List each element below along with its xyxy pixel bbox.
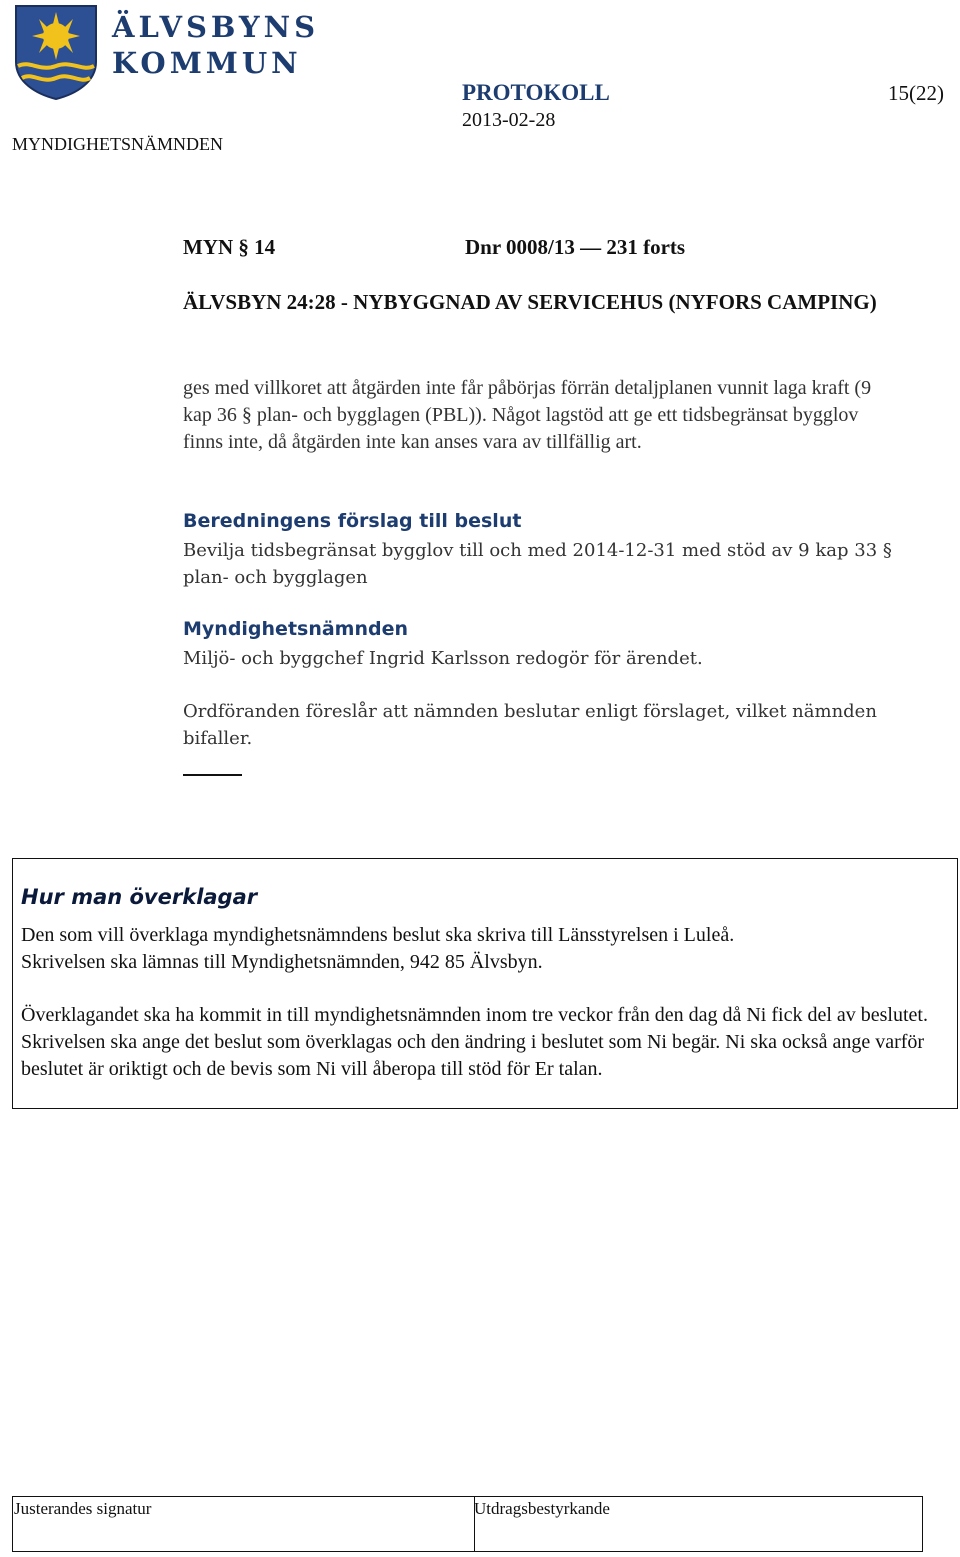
diary-number: Dnr 0008/13 — 231 forts [465, 235, 686, 259]
proposal-heading: Beredningens förslag till beslut [183, 510, 522, 532]
proposal-text: Bevilja tidsbegränsat bygglov till och med 2014-12-31 med stöd av 9 kap 33 § plan- och bygglagen [183, 540, 892, 588]
logo-text-line2: KOMMUN [112, 46, 302, 80]
end-rule [183, 774, 242, 776]
board-heading: Myndighetsnämnden [183, 618, 409, 640]
signature-row [12, 1496, 923, 1552]
board-text-1: Miljö- och byggchef Ingrid Karlsson redogör för ärendet. [183, 648, 703, 669]
appeal-heading: Hur man överklagar [21, 885, 258, 909]
certification-label: Utdragsbestyrkande [474, 1499, 610, 1518]
document-type: PROTOKOLL [462, 80, 610, 105]
page-number: 15(22) [888, 81, 944, 105]
case-title: ÄLVSBYN 24:28 - NYBYGGNAD AV SERVICEHUS (NYFORS CAMPING) [183, 290, 877, 314]
intro-paragraph: ges med villkoret att åtgärden inte får påbörjas förrän detaljplanen vunnit laga kraft (9 kap 36 § plan- och bygglagen (PBL)). Något lagstöd att ge ett tidsbegränsat bygglov finns inte, då åtgärden inte kan anses vara av tillfällig art. [183, 377, 872, 453]
logo-text-line1: ÄLVSBYNS [112, 10, 320, 44]
appeal-line-2: Skrivelsen ska lämnas till Myndighetsnämnden, 942 85 Älvsbyn. [21, 951, 543, 973]
signature-label: Justerandes signatur [14, 1499, 152, 1518]
municipality-crest-logo [14, 4, 98, 100]
board-text-2: Ordföranden föreslår att nämnden beslutar enligt förslaget, vilket nämnden bifaller. [183, 701, 877, 749]
section-number: MYN § 14 [183, 235, 276, 259]
appeal-paragraph-2: Överklagandet ska ha kommit in till myndighetsnämnden inom tre veckor från den dag då Ni fick del av beslutet. Skrivelsen ska ange det beslut som överklagas och den ändring i beslutet som Ni begär. Ni ska också ange varför beslutet är oriktigt och de bevis som Ni vill åberopa till stöd för Er talan. [21, 1004, 928, 1080]
appeal-line-1: Den som vill överklaga myndighetsnämndens beslut ska skriva till Länsstyrelsen i Luleå. [21, 924, 735, 946]
document-date: 2013-02-28 [462, 109, 556, 131]
department-name: MYNDIGHETSNÄMNDEN [12, 134, 223, 154]
